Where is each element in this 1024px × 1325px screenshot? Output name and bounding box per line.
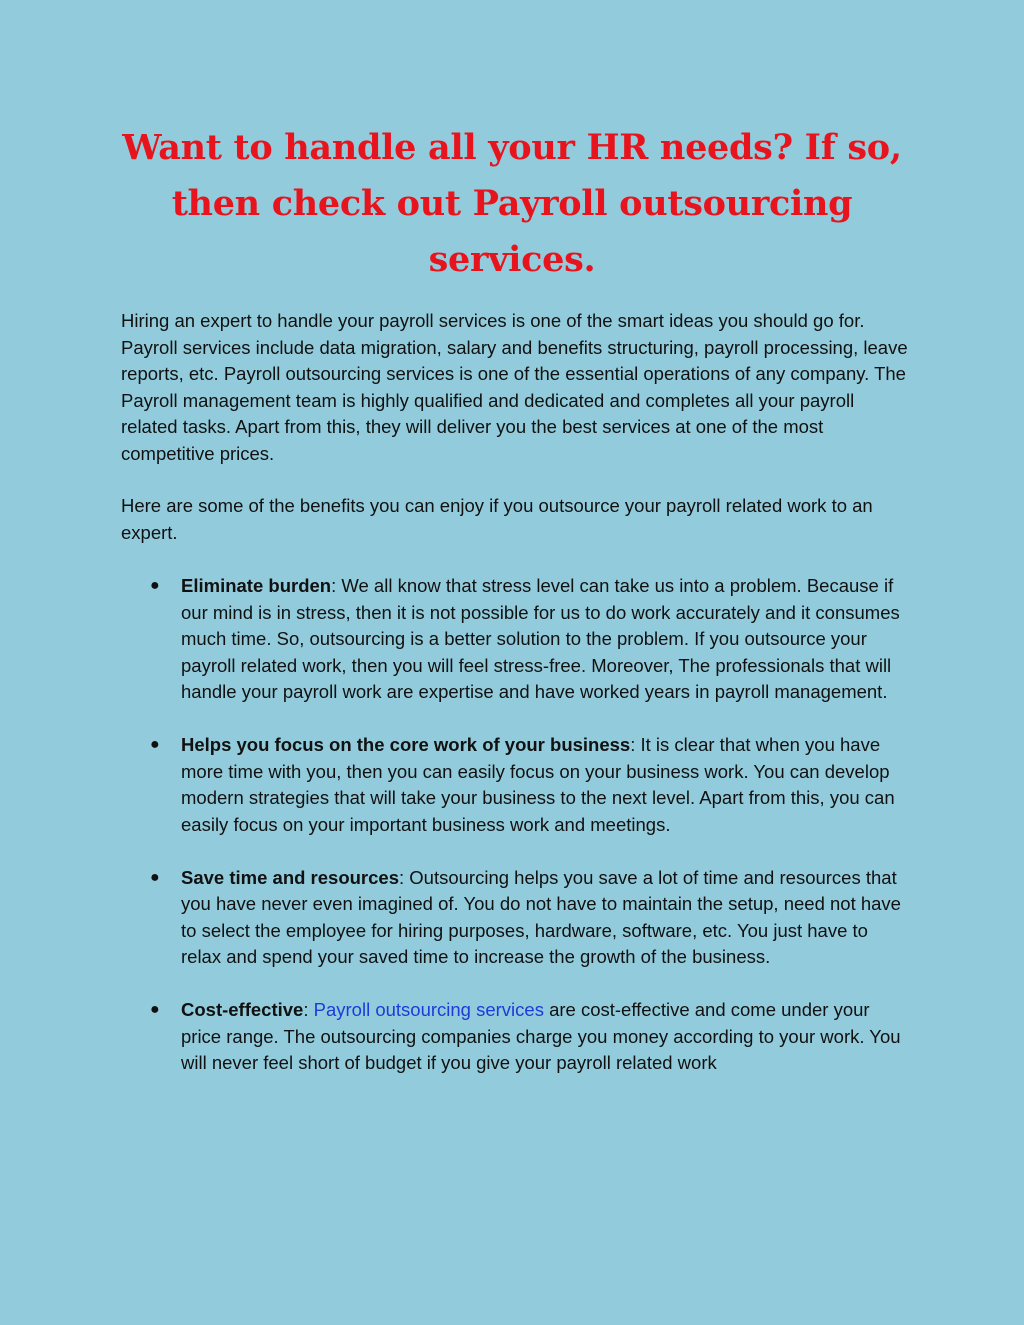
benefit-heading: Save time and resources (181, 866, 399, 888)
intro-paragraph: Hiring an expert to handle your payroll services is one of the smart ideas you should go for. Payroll services include data migration, salary and benefits structuring, payroll processing, leave reports, etc. Payroll outsourcing services is one of the essential operations of any company. The Payroll management team is highly qualified and dedicated and completes all your payroll related tasks. Apart from this, they will deliver you the best services at one of the most competitive prices. (121, 310, 908, 464)
bullet-icon: ● (150, 868, 160, 886)
benefit-item-eliminate-burden (0, 573, 911, 706)
benefit-heading: Cost-effective (181, 999, 304, 1020)
benefit-text: We all know that stress level can take us into a problem. Because if our mind is in stress, then it is not possible for us to do work accurately and it consumes much time. So, outsourcing is a better solution to the problem. If you outsource your payroll related work, then you will feel stress-free. Moreover, The professionals that will handle your payroll work are expertise and have worked years in payroll management. (181, 575, 900, 702)
benefit-separator: : (630, 734, 641, 755)
page-title: Want to handle all your HR needs? If so, then check out Payroll outsourcing services. (122, 127, 902, 280)
benefit-text: are cost-effective and come under your price range. The outsourcing companies charge you money according to your work. You will never feel short of budget if you give your payroll related work (181, 999, 901, 1073)
payroll-outsourcing-services-link[interactable]: Payroll outsourcing services (313, 999, 544, 1020)
benefit-heading: Helps you focus on the core work of your business (181, 734, 631, 755)
bullet-icon: ● (150, 736, 160, 753)
benefit-separator: : (331, 575, 342, 596)
benefit-item-save-time (0, 865, 911, 971)
benefit-separator: : (303, 999, 314, 1020)
bullet-icon: ● (150, 577, 160, 594)
lead-paragraph: Here are some of the benefits you can enjoy if you outsource your payroll related work to an expert. (121, 495, 873, 543)
benefit-heading: Eliminate burden (181, 575, 332, 596)
benefit-item-core-work (0, 732, 911, 838)
bullet-icon: ● (150, 1001, 160, 1018)
benefit-separator: : (399, 866, 410, 888)
benefits-list (0, 573, 1024, 1103)
benefit-text: It is clear that when you have more time with you, then you can easily focus on your business work. You can develop modern strategies that will take your business to the next level. Apart from this, you can easily focus on your important business work and meetings. (181, 734, 895, 835)
benefit-text: Outsourcing helps you save a lot of time and resources that you have never even imagined of. You do not have to maintain the setup, need not have to select the employee for hiring purposes, hardware, software, etc. You just have to relax and spend your saved time to increase the growth of the business. (181, 866, 901, 967)
benefit-item-cost-effective (0, 997, 911, 1077)
